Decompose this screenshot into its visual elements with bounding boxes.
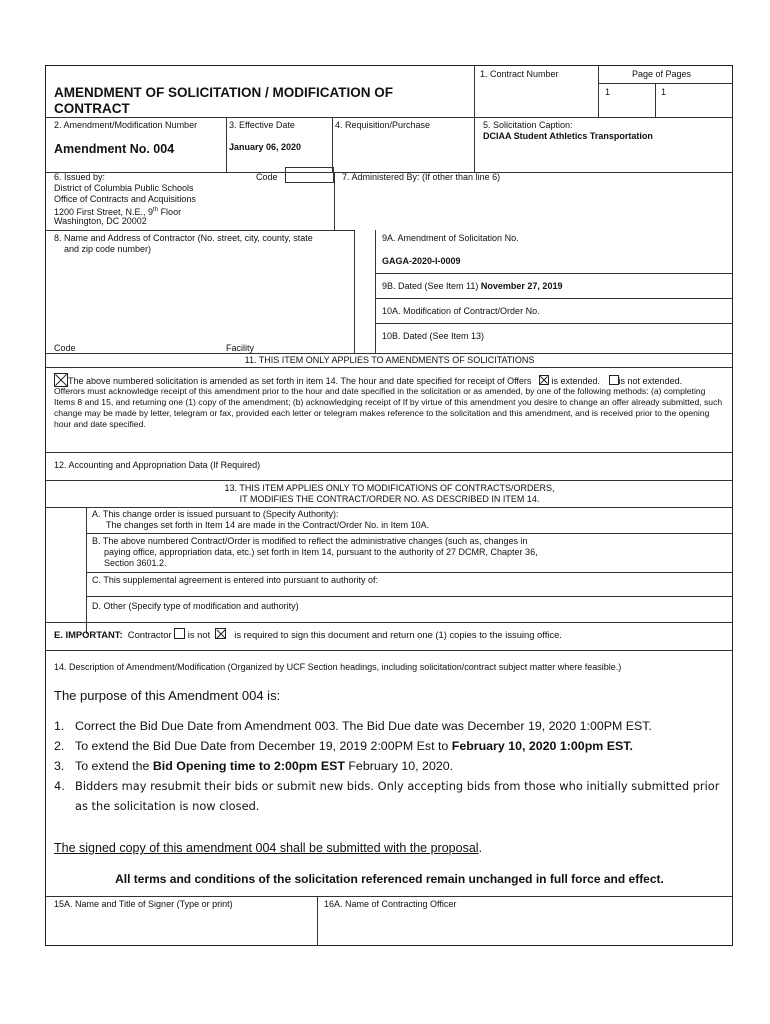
item13-c-line: C. This supplemental agreement is entered into pursuant to authority of: xyxy=(92,575,378,585)
purpose-heading: The purpose of this Amendment 004 is: xyxy=(54,688,281,703)
contractor-not-required-checkbox[interactable] xyxy=(174,628,185,639)
amendment-number-value: Amendment No. 004 xyxy=(54,142,175,156)
of-pages-number: 1 xyxy=(661,87,667,97)
dated-9b: 9B. Dated (See Item 11) November 27, 2019 xyxy=(382,281,563,291)
facility-label: Facility xyxy=(226,343,255,353)
page-number: 1 xyxy=(605,87,611,97)
purpose-item-4: 4. Bidders may resubmit their bids or submit new bids. Only accepting bids from those who initially submitted prior as the solicitation is now closed. xyxy=(54,779,720,813)
contracting-officer-label: 16A. Name of Contracting Officer xyxy=(324,899,457,909)
caption-value: DCIAA Student Athletics Transportation xyxy=(483,131,653,141)
amendment-number-label: 2. Amendment/Modification Number xyxy=(54,120,198,130)
contractor-label: 8. Name and Address of Contractor (No. street, city, county, state xyxy=(54,233,313,243)
extended-checkbox[interactable] xyxy=(539,375,549,385)
amendment-solicitation-no-label: 9A. Amendment of Solicitation No. xyxy=(382,233,519,243)
issued-address-line1: District of Columbia Public Schools xyxy=(54,183,194,193)
administered-by-label: 7. Administered By: (If other than line 6) xyxy=(342,172,501,182)
item13-heading-line1: 13. THIS ITEM APPLIES ONLY TO MODIFICATIONS OF CONTRACTS/ORDERS, xyxy=(224,483,555,493)
solicitation-amended-checkbox[interactable] xyxy=(54,373,68,387)
caption-label: 5. Solicitation Caption: xyxy=(483,120,573,130)
amendment-form xyxy=(45,65,733,946)
item13-b-line1: B. The above numbered Contract/Order is modified to reflect the administrative changes (such as, changes in xyxy=(92,536,528,546)
signed-copy-note: The signed copy of this amendment 004 shall be submitted with the proposal. xyxy=(54,841,483,855)
modification-order-label: 10A. Modification of Contract/Order No. xyxy=(382,306,540,316)
contractor-code-label: Code xyxy=(54,343,76,353)
not-extended-checkbox[interactable] xyxy=(609,375,619,385)
item11-first-line: The above numbered solicitation is amended as set forth in item 14. The hour and date specified for receipt of Offers is extended. is not extended. xyxy=(54,373,682,387)
page-of-pages-label: Page of Pages xyxy=(632,69,692,79)
all-terms-statement: All terms and conditions of the solicitation referenced remain unchanged in full force and effect. xyxy=(115,872,664,886)
accounting-data-label: 12. Accounting and Appropriation Data (If Required) xyxy=(54,460,261,470)
form-title-line1: AMENDMENT OF SOLICITATION / MODIFICATION OF xyxy=(54,85,393,100)
item13-a-line2: The changes set forth in Item 14 are made in the Contract/Order No. in Item 10A. xyxy=(106,520,430,530)
amendment-solicitation-no: GAGA-2020-I-0009 xyxy=(382,256,461,266)
issued-by-label: 6. Issued by: xyxy=(54,172,106,182)
item13-d-line: D. Other (Specify type of modification and authority) xyxy=(92,601,299,611)
form-title-line2: CONTRACT xyxy=(54,101,130,116)
contract-number-label: 1. Contract Number xyxy=(480,69,559,79)
issued-address-line2: Office of Contracts and Acquisitions xyxy=(54,194,196,204)
issued-address-line4: Washington, DC 20002 xyxy=(54,216,147,226)
contractor-label-line2: and zip code number) xyxy=(64,244,152,254)
issued-code-box xyxy=(285,167,334,183)
item13-heading-line2: IT MODIFIES THE CONTRACT/ORDER NO. AS DESCRIBED IN ITEM 14. xyxy=(239,494,540,504)
contracting-officer-field[interactable] xyxy=(320,912,730,944)
item11-paragraph: Offerors must acknowledge receipt of this amendment prior to the hour and date specified in the solicitation or as amended, by one of the following methods: (a) completing Items 8 and 15, and returning one (1) copy of the amendment; (b) acknowledging receipt of If by virtue of this amendment you desire to change an offer already submitted, such change may be made by letter, telegram or fax, provided each letter or telegram makes reference to the solicitation and this amendment, and is received prior to the opening hour and date specified. xyxy=(54,386,723,429)
dated-10b-label: 10B. Dated (See Item 13) xyxy=(382,331,485,341)
contractor-required-checkbox[interactable] xyxy=(215,628,226,639)
purpose-list xyxy=(54,716,724,816)
purpose-item-3: 3. To extend the Bid Opening time to 2:00pm EST February 10, 2020. xyxy=(54,759,454,773)
important-line: E. IMPORTANT: Contractor is not is required to sign this document and return one (1) copies to the issuing office. xyxy=(54,629,562,640)
purpose-item-2: 2. To extend the Bid Due Date from December 19, 2019 2:00PM Est to February 10, 2020 1:00pm EST. xyxy=(54,739,633,753)
item11-heading: 11. THIS ITEM ONLY APPLIES TO AMENDMENTS OF SOLICITATIONS xyxy=(244,355,535,365)
item13-b-line3: Section 3601.2. xyxy=(104,558,167,568)
signer-name-field[interactable] xyxy=(48,912,314,944)
purpose-item-1: 1. Correct the Bid Due Date from Amendment 003. The Bid Due date was December 19, 2020 1:00PM EST. xyxy=(54,719,652,733)
effective-date-value: January 06, 2020 xyxy=(229,142,302,152)
signer-name-label: 15A. Name and Title of Signer (Type or print) xyxy=(54,899,233,909)
item13-a-line1: A. This change order is issued pursuant to (Specify Authority): xyxy=(92,509,339,519)
item13-b-line2: paying office, appropriation data, etc.) set forth in Item 14, pursuant to the authority of 27 DCMR, Chapter 36, xyxy=(104,547,538,557)
requisition-label: 4. Requisition/Purchase xyxy=(335,120,431,130)
issued-code-label: Code xyxy=(256,172,278,182)
issued-address-line3: 1200 First Street, N.E., 9th Floor xyxy=(54,207,182,217)
item14-label: 14. Description of Amendment/Modification (Organized by UCF Section headings, including solicitation/contract subject matter where feasible.) xyxy=(54,662,622,672)
effective-date-label: 3. Effective Date xyxy=(229,120,295,130)
